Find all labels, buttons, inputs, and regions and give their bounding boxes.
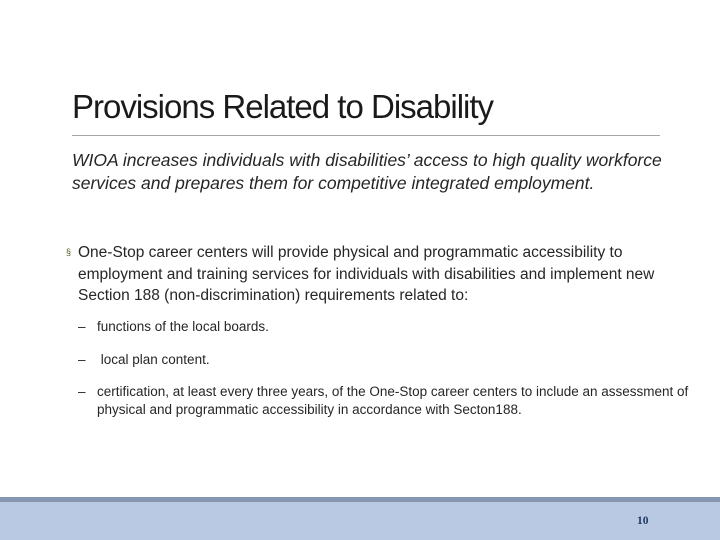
dash-bullet-icon: – xyxy=(78,319,86,334)
sub-item-text: certification, at least every three years, of the One-Stop career centers to include an assessment of physical and programmatic accessibility in accordance with Secton188. xyxy=(97,384,689,417)
slide-title: Provisions Related to Disability xyxy=(72,88,494,125)
sub-item-text: functions of the local boards. xyxy=(97,319,269,334)
title-divider xyxy=(72,135,660,136)
sub-list-item xyxy=(78,318,712,336)
footer-band xyxy=(0,502,720,540)
sub-item-text: local plan content. xyxy=(97,351,210,367)
page-number: 10 xyxy=(637,515,649,527)
dash-bullet-icon: – xyxy=(78,384,86,399)
bullet-item xyxy=(66,242,706,307)
dash-bullet-icon: – xyxy=(78,351,86,367)
sub-list-item xyxy=(78,351,712,369)
intro-paragraph: WIOA increases individuals with disabilities’ access to high quality workforce services and prepares them for competitive integrated employment. xyxy=(72,150,662,193)
sub-list xyxy=(78,318,712,418)
sub-list-item xyxy=(78,383,712,418)
square-bullet-icon: § xyxy=(66,247,72,257)
bullet-text: One-Stop career centers will provide physical and programmatic accessibility to employment and training services for individuals with disabilities and implement new Section 188 (non-discrimination) requirements related to: xyxy=(78,244,655,304)
